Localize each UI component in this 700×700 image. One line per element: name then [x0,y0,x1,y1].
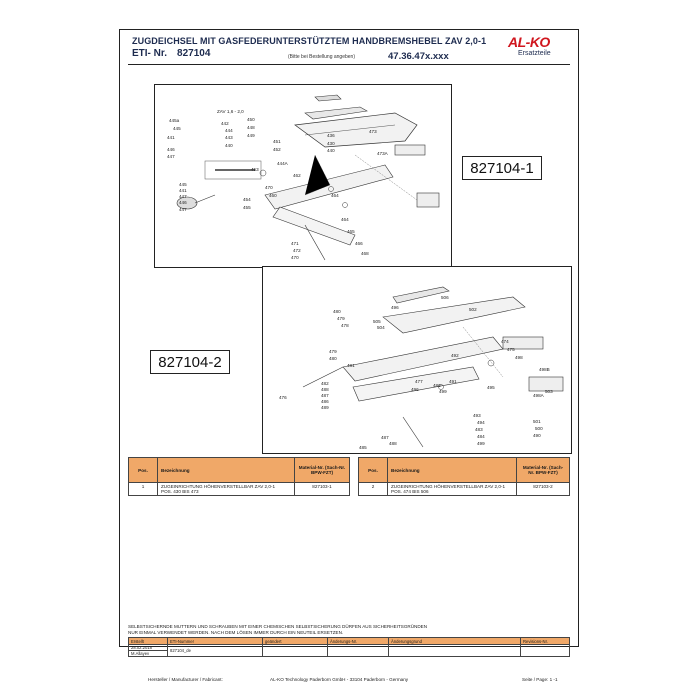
position-number-label: 492 [451,353,459,358]
position-number-label: 503 [545,389,553,394]
alko-logo: AL-KO [508,34,550,50]
rev-col-grund: Änderungsgrund [389,638,521,645]
position-number-label: 494 [477,420,485,425]
position-number-label: 491 [449,379,457,384]
eti-number [132,48,210,59]
logo-subtitle: Ersatzteile [518,50,551,57]
rev-change-no [328,645,389,657]
rev-no [521,645,570,657]
position-number-label: 502 [469,307,477,312]
table-row [359,483,570,496]
position-number-label: 473 [369,129,377,134]
exploded-drawing-2 [263,267,571,453]
callout-827104-1: 827104-1 [462,156,542,180]
eti-label: ETI- Nr. [132,48,168,59]
position-number-label: 446 [167,147,175,152]
position-number-label: 453 [251,167,259,172]
position-number-label: 470 [265,185,273,190]
col-material: Material-Nr. (Sach-Nr. BPW-FZT) [295,458,350,483]
position-number-label: 485 [359,445,367,450]
row-bez-line1: ZUGEINRICHTUNG HÖHENVERSTELLBAR ZAV 2,0-1 [161,484,276,489]
rev-col-aenderungsnr: Änderungs-Nr. [328,638,389,645]
row-bez-line1: ZUGEINRICHTUNG HÖHENVERSTELLBAR ZAV 2,0-1 [391,484,506,489]
parts-table-right [358,457,570,496]
position-number-label: 448 [247,125,255,130]
exploded-view-2 [262,266,572,454]
safety-warning: SELBSTSICHERNDE MUTTERN UND SCHRAUBEN MIT EINER CHEMISCHEN SELBSTSICHERUNG DÜRFEN AUS SICHERHEITSGRÜNDEN NUR EINMAL VERWENDET WERDEN. NACH DEM LÖSEN IMMER DURCH EIN NEUTEIL ERSETZEN. [128,624,428,635]
position-number-label: 500 [535,426,543,431]
footer-manufacturer: Hersteller / Manufacturer / Fabricant: [148,677,223,682]
position-number-label: 449 [247,133,255,138]
position-number-label: 447 [179,207,187,212]
position-number-label: 475 [507,347,515,352]
position-number-label: 486 [433,383,441,388]
position-number-label: 481 [347,363,355,368]
position-number-label: 483 [475,427,483,432]
row-bez-line2: POS. 430 BIS 473 [161,489,199,494]
position-number-label: 479 [329,349,337,354]
rev-date: 28.02.2018 [129,645,168,651]
position-number-label: 480 [333,309,341,314]
position-number-label: 482 [321,381,329,386]
rev-changed [263,645,328,657]
position-number-label: 499 [439,389,447,394]
article-code: 47.36.47x.xxx [388,51,449,62]
position-number-label: 442 [221,121,229,126]
col-bezeichnung: Bezeichnung [158,458,295,483]
position-number-label: 464 [341,217,349,222]
position-number-label: 447 [167,154,175,159]
table-row [129,483,350,496]
row-pos: 2 [359,483,388,496]
rev-author: M.Allayev [129,651,168,657]
position-number-label: 466 [355,241,363,246]
position-number-label: 451 [273,139,281,144]
zav-label: ZAV 1,6 - 2,0 [217,109,244,114]
parts-sheet [119,29,579,656]
position-number-label: 498A [533,393,544,398]
revision-table [128,637,570,657]
position-number-label: 487 [381,435,389,440]
order-note: (Bitte bei Bestellung angeben) [288,54,355,60]
position-number-label: 474 [501,339,509,344]
rev-eti: 827104_de [168,645,263,657]
position-number-label: 488 [321,387,329,392]
position-number-label: 506 [441,295,449,300]
position-number-label: 462 [293,173,301,178]
footer-company: AL-KO Technology Paderborn GmbH - 33104 Paderborn - Germany [270,677,409,682]
col-pos: Pos. [359,458,388,483]
position-number-label: 498 [515,355,523,360]
position-number-label: 430 [327,141,335,146]
row-bezeichnung [388,483,517,496]
position-number-label: 447 [179,194,187,199]
position-number-label: 499 [477,441,485,446]
footer-page: Seite / Page: 1 -1 [522,677,558,682]
position-number-label: 441 [179,188,187,193]
position-number-label: 460 [269,193,277,198]
position-number-label: 472 [293,248,301,253]
row-material: 827103-2 [517,483,570,496]
col-material: Material-Nr. (Sach-Nr. BPW-FZT) [517,458,570,483]
position-number-label: 441 [167,135,175,140]
position-number-label: 468 [361,251,369,256]
col-pos: Pos. [129,458,158,483]
header-divider [128,64,570,65]
position-number-label: 445a [169,118,180,123]
position-number-label: 473A [377,151,388,156]
position-number-label: 440 [327,148,335,153]
position-number-label: 476 [279,395,287,400]
parts-table-left [128,457,350,496]
table-row [129,645,570,651]
rev-col-erstellt: Erstellt [129,638,168,645]
position-number-label: 450 [247,117,255,122]
position-number-label: 496 [411,387,419,392]
row-material: 827103-1 [295,483,350,496]
position-number-label: 505 [373,319,381,324]
position-number-label: 436 [327,133,335,138]
callout-827104-2: 827104-2 [150,350,230,374]
position-number-label: 489 [321,405,329,410]
position-number-label: 443 [225,135,233,140]
position-number-label: 480 [329,356,337,361]
position-number-label: 487 [321,393,329,398]
position-number-label: 452 [273,147,281,152]
rev-col-geaendert: geändert [263,638,328,645]
position-number-label: 493 [473,413,481,418]
rev-col-revision: Revisions-Nr. [521,638,570,645]
position-number-label: 495 [487,385,495,390]
position-number-label: 445 [179,182,187,187]
rev-col-eti: ETI-Nummer [168,638,263,645]
revision-header [129,638,570,645]
parts-table-header [359,458,570,483]
position-number-label: 479 [337,316,345,321]
position-number-label: 496 [391,305,399,310]
position-number-label: 488 [389,441,397,446]
position-number-label: 484 [477,434,485,439]
parts-table-header [129,458,350,483]
position-number-label: 486 [321,399,329,404]
position-number-label: 454 [243,197,251,202]
col-bezeichnung: Bezeichnung [388,458,517,483]
row-bez-line2: POS. 474 BIS 506 [391,489,429,494]
position-number-label: 445 [173,126,181,131]
position-number-label: 504 [377,325,385,330]
position-number-label: 440 [225,143,233,148]
row-pos: 1 [129,483,158,496]
position-number-label: 444A [277,161,288,166]
position-number-label: 444 [225,128,233,133]
position-number-label: 478 [341,323,349,328]
position-number-label: 455 [243,205,251,210]
exploded-view-1 [154,84,452,268]
rev-reason [389,645,521,657]
position-number-label: 470 [291,255,299,260]
position-number-label: 471 [291,241,299,246]
position-number-label: 477 [415,379,423,384]
position-number-label: 465 [347,229,355,234]
position-number-label: 498B [539,367,550,372]
exploded-drawing-1 [155,85,451,267]
position-number-label: 501 [533,419,541,424]
position-number-label: 464 [331,193,339,198]
row-bezeichnung [158,483,295,496]
document-title: ZUGDEICHSEL MIT GASFEDERUNTERSTÜTZTEM HANDBREMSHEBEL ZAV 2,0-1 [132,36,487,46]
eti-value: 827104 [177,48,211,59]
position-number-label: 490 [533,433,541,438]
position-number-label: 446 [179,200,187,205]
